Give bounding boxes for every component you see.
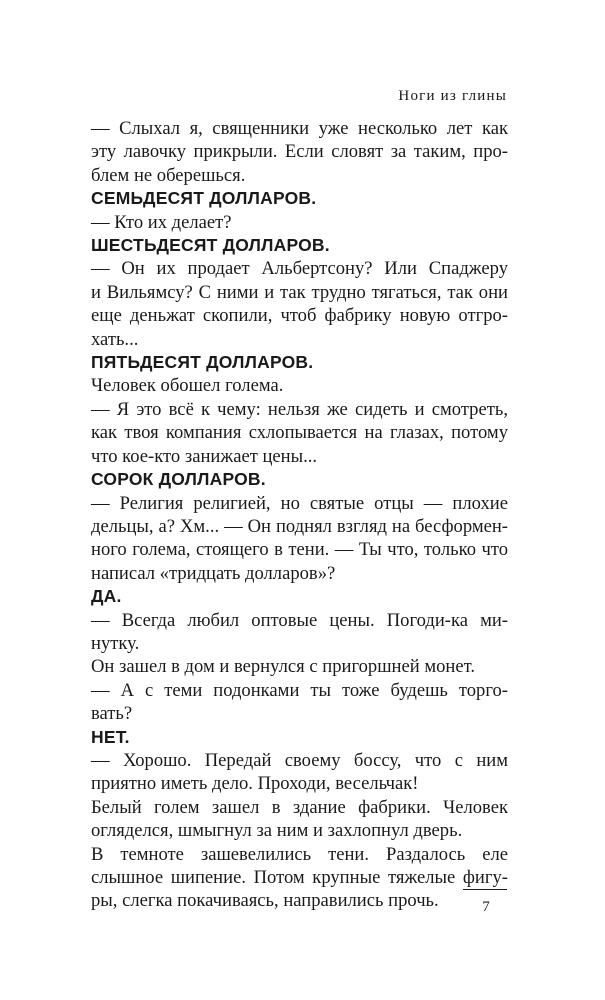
text-line: ры, слегка покачиваясь, направились прочь. [91,890,439,912]
text-line: Человек обошел голема. [91,375,284,397]
text-line: — А с теми подонками ты тоже будешь торго- [91,679,508,701]
paragraph [91,679,508,726]
text-line: — Хорошо. Передай своему боссу, что с ним [91,749,508,771]
text-line: хать... [91,328,139,350]
text-line: — Кто их делает? [91,211,232,233]
golem-message: СЕМЬДЕСЯТ ДОЛЛАРОВ. [91,188,317,209]
golem-message: ШЕСТЬДЕСЯТ ДОЛЛАРОВ. [91,235,330,256]
running-header: Ноги из глины [398,88,507,104]
text-line: — Религия религией, но святые отцы — плохие [91,492,508,514]
text-line: ного голема, стоящего в тени. — Ты что, только что [91,539,508,561]
paragraph [91,257,508,351]
golem-message: ДА. [91,586,122,607]
paragraph [91,843,508,913]
paragraph [91,796,508,843]
text-line: нутку. [91,632,140,654]
paragraph [91,655,508,678]
text-line: блем не оберешься. [91,164,246,186]
text-line: написал «тридцать долларов»? [91,562,336,584]
page-number: 7 [482,899,490,915]
text-line: эту лавочку прикрыли. Если словят за таким, про- [91,141,508,163]
paragraph [91,211,508,234]
text-line: как твоя компания схлопывается на глазах, потому [91,422,508,444]
text-line: и Вильямсу? С ними и так трудно тягаться, так они [91,281,508,303]
text-line: огляделся, шмыгнул за ним и захлопнул дверь. [91,820,463,842]
paragraph [91,117,508,187]
golem-message: ПЯТЬДЕСЯТ ДОЛЛАРОВ. [91,352,314,373]
paragraph [91,492,508,586]
paragraph [91,749,508,796]
text-line: еще деньжат скопили, чтоб фабрику новую отгро- [91,305,508,327]
text-line: — Слыхал я, священники уже несколько лет как [91,118,508,139]
golem-message: НЕТ. [91,726,130,747]
text-line: что кое-кто занижает цены... [91,445,318,467]
text-line: Он зашел в дом и вернулся с пригоршней монет. [91,656,475,678]
text-line: вать? [91,703,133,725]
text-line: слышное шипение. Потом крупные тяжелые фигу- [91,867,508,888]
text-line: приятно иметь дело. Проходи, весельчак! [91,773,419,795]
text-line: — Я это всё к чему: нельзя же сидеть и смотреть, [91,398,508,420]
paragraph [91,374,508,397]
text-line: дельцы, а? Хм... — Он поднял взгляд на бесформен- [91,515,508,537]
paragraph [91,609,508,656]
text-line: В темноте зашевелились тени. Раздалось еле [91,843,508,865]
text-line: — Он их продает Альбертсону? Или Спаджеру [91,258,508,280]
paragraph [91,398,508,468]
page-body [91,117,508,913]
text-line: — Всегда любил оптовые цены. Погоди-ка ми- [91,609,508,631]
golem-message: СОРОК ДОЛЛАРОВ. [91,469,266,490]
text-line: Белый голем зашел в здание фабрики. Человек [91,796,508,818]
footer-rule [463,889,507,890]
